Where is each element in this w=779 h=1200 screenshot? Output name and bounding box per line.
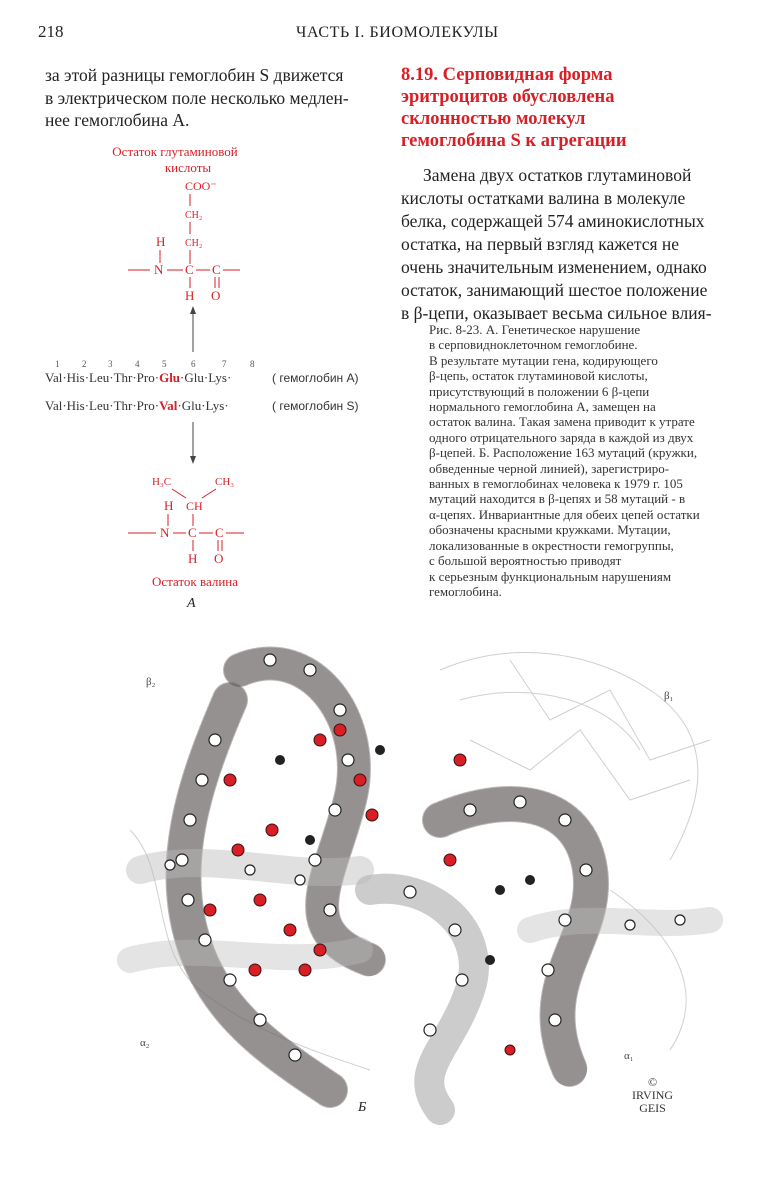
sequence-label-a: ( гемоглобин А) [272, 371, 359, 385]
sequence-label-s: ( гемоглобин S) [272, 399, 359, 413]
glu-ch2: CH₂ [185, 238, 203, 249]
chain-label-beta2: β₂ [146, 676, 156, 688]
caption-line: с большой вероятностью приводят [429, 553, 622, 569]
sequence-suffix: ·Glu·Lys· [180, 370, 232, 385]
val-n: N [160, 525, 170, 540]
position-number: 7 [222, 359, 227, 369]
glu-o: O [211, 288, 221, 303]
section-heading-line: эритроцитов обусловлена [401, 87, 615, 107]
val-h3c: H₃C [152, 476, 172, 488]
caption-line: β-цепь, остаток глутаминовой кислоты, [429, 368, 648, 384]
position-number: 6 [191, 359, 196, 369]
sequence-highlight-glu: Glu [159, 370, 181, 385]
caption-line: гемоглобина. [429, 583, 502, 599]
left-paragraph-line: в электрическом поле несколько медлен- [45, 87, 349, 108]
section-heading-line: гемоглобина S к агрегации [401, 131, 627, 151]
signature-line: IRVING [632, 1088, 674, 1102]
glu-n: N [154, 262, 164, 277]
caption-line: к серьезным функциональным нарушениям [429, 568, 672, 584]
val-ch3: CH₃ [215, 476, 235, 488]
val-ch: CH [186, 499, 203, 513]
arrow-down-head [190, 456, 196, 464]
caption-line: мутаций находится в β-цепях и 58 мутаций - в [429, 491, 686, 507]
left-paragraph [45, 64, 380, 132]
glu-title-line: кислоты [164, 160, 212, 175]
body-line: кислоты остатками валина в молекуле [401, 188, 686, 208]
figure-a-label: А [187, 596, 196, 611]
caption-line: локализованные в окрестности гемогруппы, [429, 537, 674, 553]
arrow-up-head [190, 306, 196, 314]
left-paragraph-line: за этой разницы гемоглобин S движется [45, 65, 344, 85]
caption-line: присутствующий в положении 6 β-цепи [429, 383, 650, 399]
section-heading-line: 8.19. Серповидная форма [401, 65, 613, 85]
position-number: 1 [55, 359, 60, 369]
running-head: ЧАСТЬ I. БИОМОЛЕКУЛЫ [296, 24, 499, 41]
sequence-prefix: Val·His·Leu·Thr·Pro· [45, 370, 160, 385]
hemoglobin-ribbon-figure [110, 630, 750, 1130]
caption-line: В результате мутации гена, кодирующего [429, 352, 658, 368]
val-title: Остаток валина [151, 574, 239, 589]
caption-line: обведенные черной линией), зарегистриро- [429, 460, 670, 476]
val-h: H [164, 498, 174, 513]
caption-line: в серповидноклеточном гемоглобине. [429, 337, 638, 353]
caption-line: обозначены красными кружками. Мутации, [429, 522, 671, 538]
copyright-symbol: © [647, 1075, 658, 1089]
chain-label-alpha2: α₂ [140, 1037, 150, 1049]
val-c-alpha: C [188, 525, 197, 540]
glu-coo: COO⁻ [185, 179, 217, 193]
glu-ch2: CH₂ [185, 210, 203, 221]
sequence-suffix: ·Glu·Lys· [177, 398, 229, 413]
section-heading [401, 64, 741, 152]
sequence-hb-s [45, 398, 229, 413]
position-number: 4 [135, 359, 140, 369]
sequence-hb-a [45, 370, 231, 385]
sequence-prefix: Val·His·Leu·Thr·Pro· [45, 398, 160, 413]
position-number: 3 [108, 359, 113, 369]
body-line: в β-цепи, оказывает весьма сильное влия- [401, 303, 712, 323]
glu-h: H [156, 234, 166, 249]
glu-h-bottom: H [185, 288, 195, 303]
caption-line: β-цепей. Б. Расположение 163 мутаций (кружки, [429, 445, 698, 461]
body-paragraph [401, 164, 741, 325]
glu-c-alpha: C [185, 262, 194, 277]
chain-label-beta1: β₁ [664, 690, 674, 702]
ribbon-tubes [130, 664, 710, 1110]
body-line: очень значительным изменением, однако [401, 257, 707, 277]
glu-title-line: Остаток глутаминовой [112, 144, 238, 159]
figure-b-label: Б [358, 1100, 367, 1115]
bond [202, 489, 216, 498]
caption-line: одного отрицательного заряда в каждой из двух [429, 429, 694, 445]
chain-label-alpha1: α₁ [624, 1050, 634, 1062]
figure-caption [429, 322, 749, 599]
caption-line: нормального гемоглобина А, замещен на [429, 399, 656, 415]
caption-line: Рис. 8-23. А. Генетическое нарушение [429, 322, 641, 337]
section-heading-line: склонностью молекул [401, 109, 586, 129]
val-h-bottom: H [188, 551, 198, 566]
val-c-carbonyl: C [215, 525, 224, 540]
val-o: O [214, 551, 224, 566]
page-number: 218 [38, 22, 64, 41]
sequence-highlight-val: Val [159, 398, 178, 413]
position-number: 5 [162, 359, 167, 369]
position-number: 2 [82, 359, 87, 369]
left-paragraph-line: нее гемоглобина А. [45, 110, 190, 130]
caption-line: остаток валина. Такая замена приводит к утрате [429, 414, 695, 430]
body-line: остатка, на первый взгляд кажется не [401, 234, 680, 254]
signature-line: GEIS [639, 1101, 666, 1115]
bond [172, 489, 186, 498]
body-line: Замена двух остатков глутаминовой [423, 165, 692, 185]
position-number: 8 [250, 359, 255, 369]
glu-c-carbonyl: C [212, 262, 221, 277]
caption-line: ванных в гемоглобинах человека к 1979 г. 105 [429, 476, 683, 492]
illustrator-signature [632, 1076, 673, 1115]
body-line: белка, содержащей 574 аминокислотных [401, 211, 705, 231]
body-line: остаток, занимающий шестое положение [401, 280, 708, 300]
caption-line: α-цепях. Инвариантные для обеих цепей остатки [429, 506, 700, 522]
figure-a-chemistry [0, 130, 400, 620]
